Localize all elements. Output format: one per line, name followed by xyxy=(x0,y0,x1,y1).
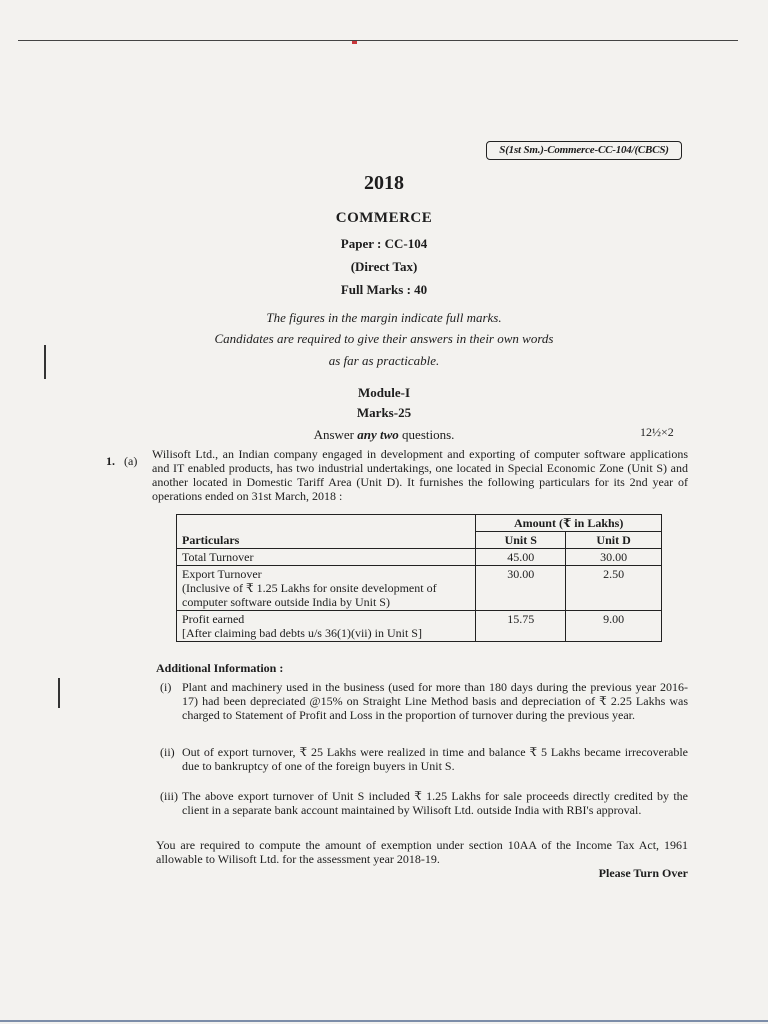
exam-year: 2018 xyxy=(364,172,404,194)
table-row xyxy=(177,566,662,611)
cell-unit-d: 9.00 xyxy=(566,611,662,642)
row-sublabel: (Inclusive of ₹ 1.25 Lakhs for onsite development of computer software outside India by Unit S) xyxy=(182,581,437,609)
row-label-cell xyxy=(177,611,476,642)
answer-post: questions. xyxy=(398,427,455,442)
cell-unit-d: 30.00 xyxy=(566,549,662,566)
paper-number: Paper : CC-104 xyxy=(340,236,428,251)
question-number: 1. xyxy=(106,454,115,468)
module-title: Module-I xyxy=(358,385,410,400)
cell-unit-d: 2.50 xyxy=(566,566,662,611)
please-turn-over: Please Turn Over xyxy=(598,866,688,880)
item-text: Out of export turnover, ₹ 25 Lakhs were realized in time and balance ₹ 5 Lakhs became irrecoverable due to bankruptcy of one of the foreign buyers in Unit S. xyxy=(182,745,688,773)
question-requirement: You are required to compute the amount of exemption under section 10AA of the Income Tax Act, 1961 allowable to Wilisoft Ltd. for the assessment year 2018-19. xyxy=(156,838,688,866)
row-label: Export Turnover xyxy=(182,567,262,581)
info-item xyxy=(160,789,688,817)
item-label: (iii) xyxy=(160,789,178,803)
header-unit-s: Unit S xyxy=(476,532,566,549)
bottom-edge xyxy=(0,1020,768,1022)
row-sublabel: [After claiming bad debts u/s 36(1)(vii) in Unit S] xyxy=(182,626,422,640)
question-text: Wilisoft Ltd., an Indian company engaged in development and exporting of computer software applications and IT enabled products, has two industrial undertakings, one located in Special Economic Zone (Unit S) and another located in Domestic Tariff Area (Unit D). It furnishes the following particulars for its 2nd year of operations ended on 31st March, 2018 : xyxy=(152,447,688,503)
subject-title: COMMERCE xyxy=(335,210,433,226)
paper-code: S(1st Sm.)-Commerce-CC-104/(CBCS) xyxy=(486,141,682,160)
row-label: Profit earned xyxy=(182,612,245,626)
cell-unit-s: 30.00 xyxy=(476,566,566,611)
additional-heading: Additional Information : xyxy=(156,661,284,675)
header-particulars: Particulars xyxy=(177,515,476,549)
red-mark xyxy=(352,41,357,44)
instruction-line: as far as practicable. xyxy=(328,353,440,368)
particulars-table xyxy=(176,514,662,642)
top-rule xyxy=(18,40,738,41)
item-text: Plant and machinery used in the business (used for more than 180 days during the previous year 2016-17) had been depreciated @15% on Straight Line Method basis and depreciation of ₹ 2.25 Lakhs was charged to Statement of Profit and Loss in the proportion of turnover during the previous year. xyxy=(182,680,688,722)
item-label: (ii) xyxy=(160,745,175,759)
instruction-line: The figures in the margin indicate full marks. xyxy=(266,310,502,325)
item-label: (i) xyxy=(160,680,172,694)
row-label-cell xyxy=(177,566,476,611)
module-marks: Marks-25 xyxy=(356,405,412,420)
header-amount: Amount (₹ in Lakhs) xyxy=(476,515,662,532)
info-item xyxy=(160,745,688,773)
full-marks: Full Marks : 40 xyxy=(340,282,428,297)
cell-unit-s: 45.00 xyxy=(476,549,566,566)
answer-pre: Answer xyxy=(313,427,358,442)
question-part: (a) xyxy=(124,454,138,468)
item-text: The above export turnover of Unit S included ₹ 1.25 Lakhs for sale proceeds directly credited by the client in a separate bank account maintained by Wilisoft Ltd. outside India with RBI's approval. xyxy=(182,789,688,817)
question-marks: 12½×2 xyxy=(640,425,674,439)
paper-title: (Direct Tax) xyxy=(350,259,418,274)
info-item xyxy=(160,680,688,722)
cell-unit-s: 15.75 xyxy=(476,611,566,642)
margin-mark xyxy=(58,678,60,708)
row-label: Total Turnover xyxy=(177,549,476,566)
header-unit-d: Unit D xyxy=(566,532,662,549)
answer-emphasis: any two xyxy=(357,427,399,442)
table-row xyxy=(177,611,662,642)
table-row xyxy=(177,549,662,566)
instruction-line: Candidates are required to give their answers in their own words xyxy=(214,331,554,346)
